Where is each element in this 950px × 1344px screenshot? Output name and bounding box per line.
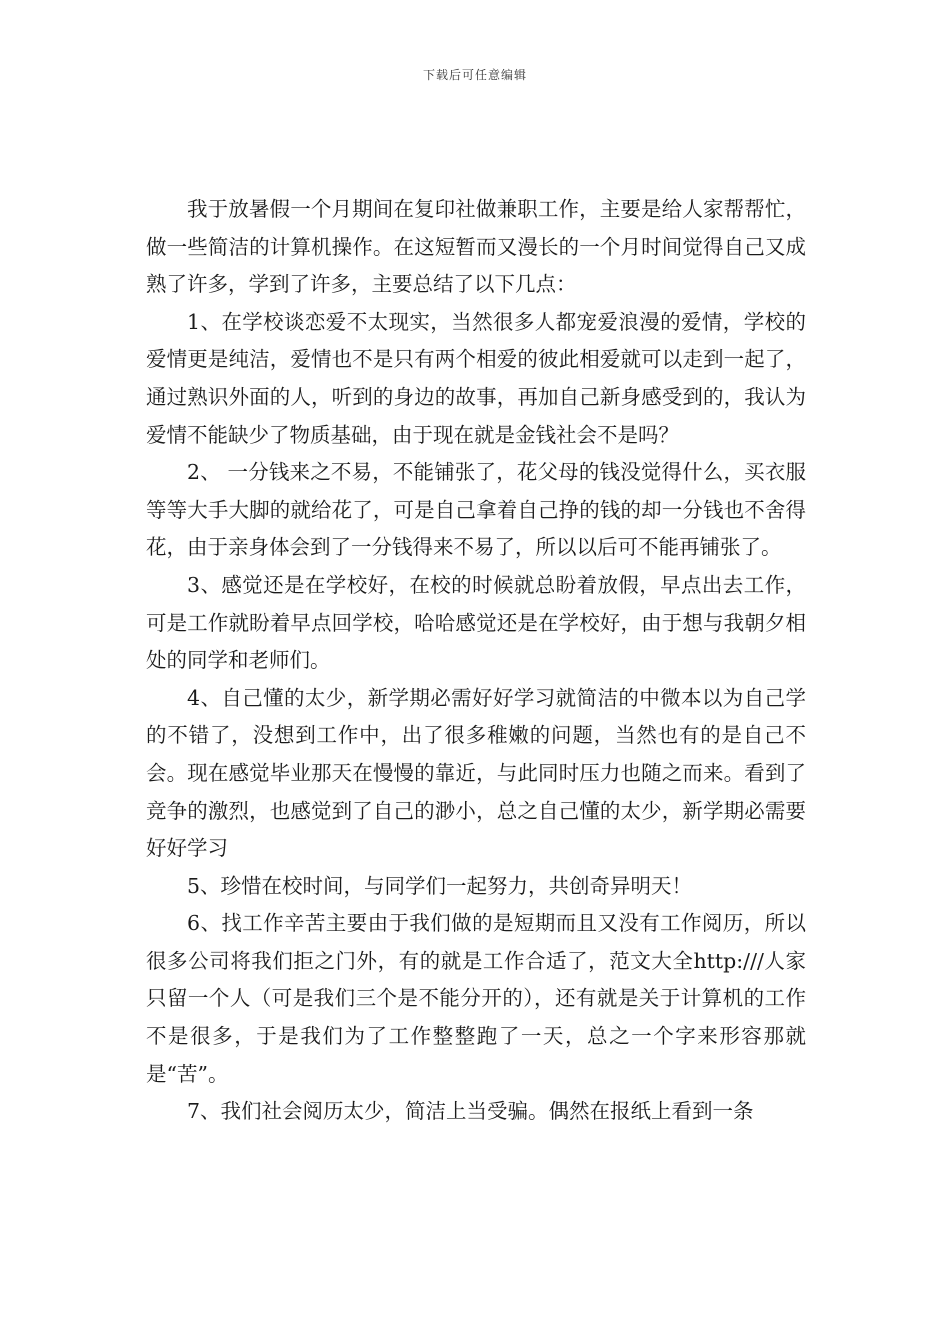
point-3-paragraph: 3、感觉还是在学校好，在校的时候就总盼着放假，早点出去工作，可是工作就盼着早点回学校，哈哈感觉还是在学校好，由于想与我朝夕相处的同学和老师们。 [146, 572, 806, 673]
header-note: 下载后可任意编辑 [422, 68, 527, 82]
point-6-paragraph: 6、找工作辛苦主要由于我们做的是短期而且又没有工作阅历，所以很多公司将我们拒之门外，有的就是工作合适了，范文大全http:///人家只留一个人（可是我们三个是不能分开的），还有就是关于计算机的工作不是很多，于是我们为了工作整整跑了一天，总之一个字来形容那就是“苦”。 [146, 911, 806, 1086]
point-4-paragraph: 4、自己懂的太少，新学期必需好好学习就简洁的中微本以为自己学的不错了，没想到工作中，出了很多稚嫩的问题，当然也有的是自己不会。现在感觉毕业那天在慢慢的靠近，与此同时压力也随之而来。看到了竞争的激烈，也感觉到了自己的渺小，总之自己懂的太少，新学期必需要好好学习 [146, 685, 806, 861]
point-5-paragraph: 5、珍惜在校时间，与同学们一起努力，共创奇异明天！ [187, 873, 693, 898]
intro-paragraph: 我于放暑假一个月期间在复印社做兼职工作，主要是给人家帮帮忙，做一些简洁的计算机操作。在这短暂而又漫长的一个月时间觉得自己又成熟了许多，学到了许多，主要总结了以下几点： [146, 197, 806, 297]
document-body [146, 191, 806, 1131]
point-1-paragraph: 1、在学校谈恋爱不太现实，当然很多人都宠爱浪漫的爱情，学校的爱情更是纯洁，爱情也不是只有两个相爱的彼此相爱就可以走到一起了，通过熟识外面的人，听到的身边的故事，再加自己新身感受到的，我认为爱情不能缺少了物质基础，由于现在就是金钱社会不是吗？ [146, 309, 806, 447]
point-7-paragraph: 7、我们社会阅历太少，简洁上当受骗。偶然在报纸上看到一条 [187, 1099, 754, 1124]
point-2-paragraph: 2、 一分钱来之不易，不能铺张了，花父母的钱没觉得什么，买衣服等等大手大脚的就给花了，可是自己拿着自己挣的钱的却一分钱也不舍得花，由于亲身体会到了一分钱得来不易了，所以以后可不能再铺张了。 [146, 460, 806, 560]
